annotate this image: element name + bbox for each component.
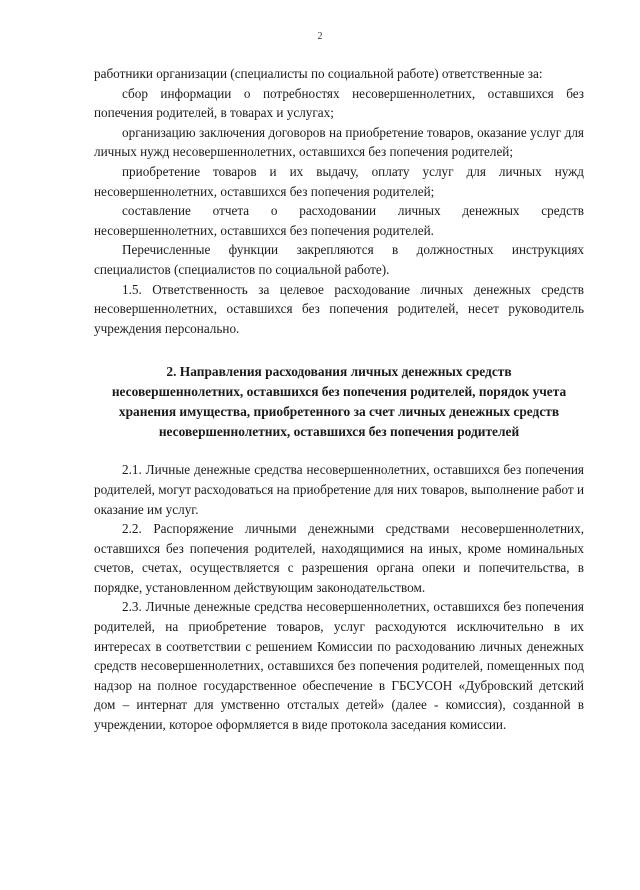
- paragraph-duty-contracts: организацию заключения договоров на приобретение товаров, оказание услуг для личных нужд несовершеннолетних, оставшихся без попечения родителей;: [94, 124, 584, 160]
- document-body: [94, 64, 584, 735]
- paragraph-clause-2-2: 2.2. Распоряжение личными денежными средствами несовершеннолетних, оставшихся без попечения родителей, находящимися на иных, кроме номинальных счетов, счетах, осуществляется с разрешения органа опеки и попечительства, в порядке, установленном действующим законодательством.: [94, 521, 584, 595]
- paragraph-responsible-intro: работники организации (специалисты по социальной работе) ответственные за:: [94, 66, 543, 81]
- paragraph-duty-report: составление отчета о расходовании личных денежных средств несовершеннолетних, оставшихся без попечения родителей.: [94, 203, 584, 238]
- page-number: 2: [317, 31, 323, 42]
- paragraph-functions-fixed: Перечисленные функции закрепляются в должностных инструкциях специалистов (специалистов по социальной работе).: [94, 242, 584, 277]
- paragraph-duty-info-collection: сбор информации о потребностях несовершеннолетних, оставшихся без попечения родителей, в товарах и услугах;: [94, 85, 584, 121]
- paragraph-clause-1-5: 1.5. Ответственность за целевое расходование личных денежных средств несовершеннолетних, оставшихся без попечения родителей, несет руководитель учреждения персонально.: [94, 281, 584, 336]
- paragraph-clause-2-1: 2.1. Личные денежные средства несовершеннолетних, оставшихся без попечения родителей, могут расходоваться на приобретение для них товаров, выполнение работ и оказание им услуг.: [94, 462, 584, 517]
- section-2-heading: 2. Направления расходования личных денежных средств несовершеннолетних, оставшихся без попечения родителей, порядок учета хранения имущества, приобретенного за счет личных денежных средств несовершеннолетних, оставшихся без попечения родителей: [111, 364, 567, 440]
- paragraph-clause-2-3: 2.3. Личные денежные средства несовершеннолетних, оставшихся без попечения родителей, на приобретение товаров, услуг расходуются исключительно в их интересах в соответствии с решением Комиссии по расходованию личных денежных средств несовершеннолетних, оставшихся без попечения родителей, помещенных под надзор на полное государственное обеспечение в ГБСУСОН «Дубровский детский дом – интернат для умственно отсталых детей» (далее - комиссия), созданной в учреждении, которое оформляется в виде протокола заседания комиссии.: [94, 599, 584, 733]
- paragraph-duty-purchase: приобретение товаров и их выдачу, оплату услуг для личных нужд несовершеннолетних, оставшихся без попечения родителей;: [94, 163, 584, 199]
